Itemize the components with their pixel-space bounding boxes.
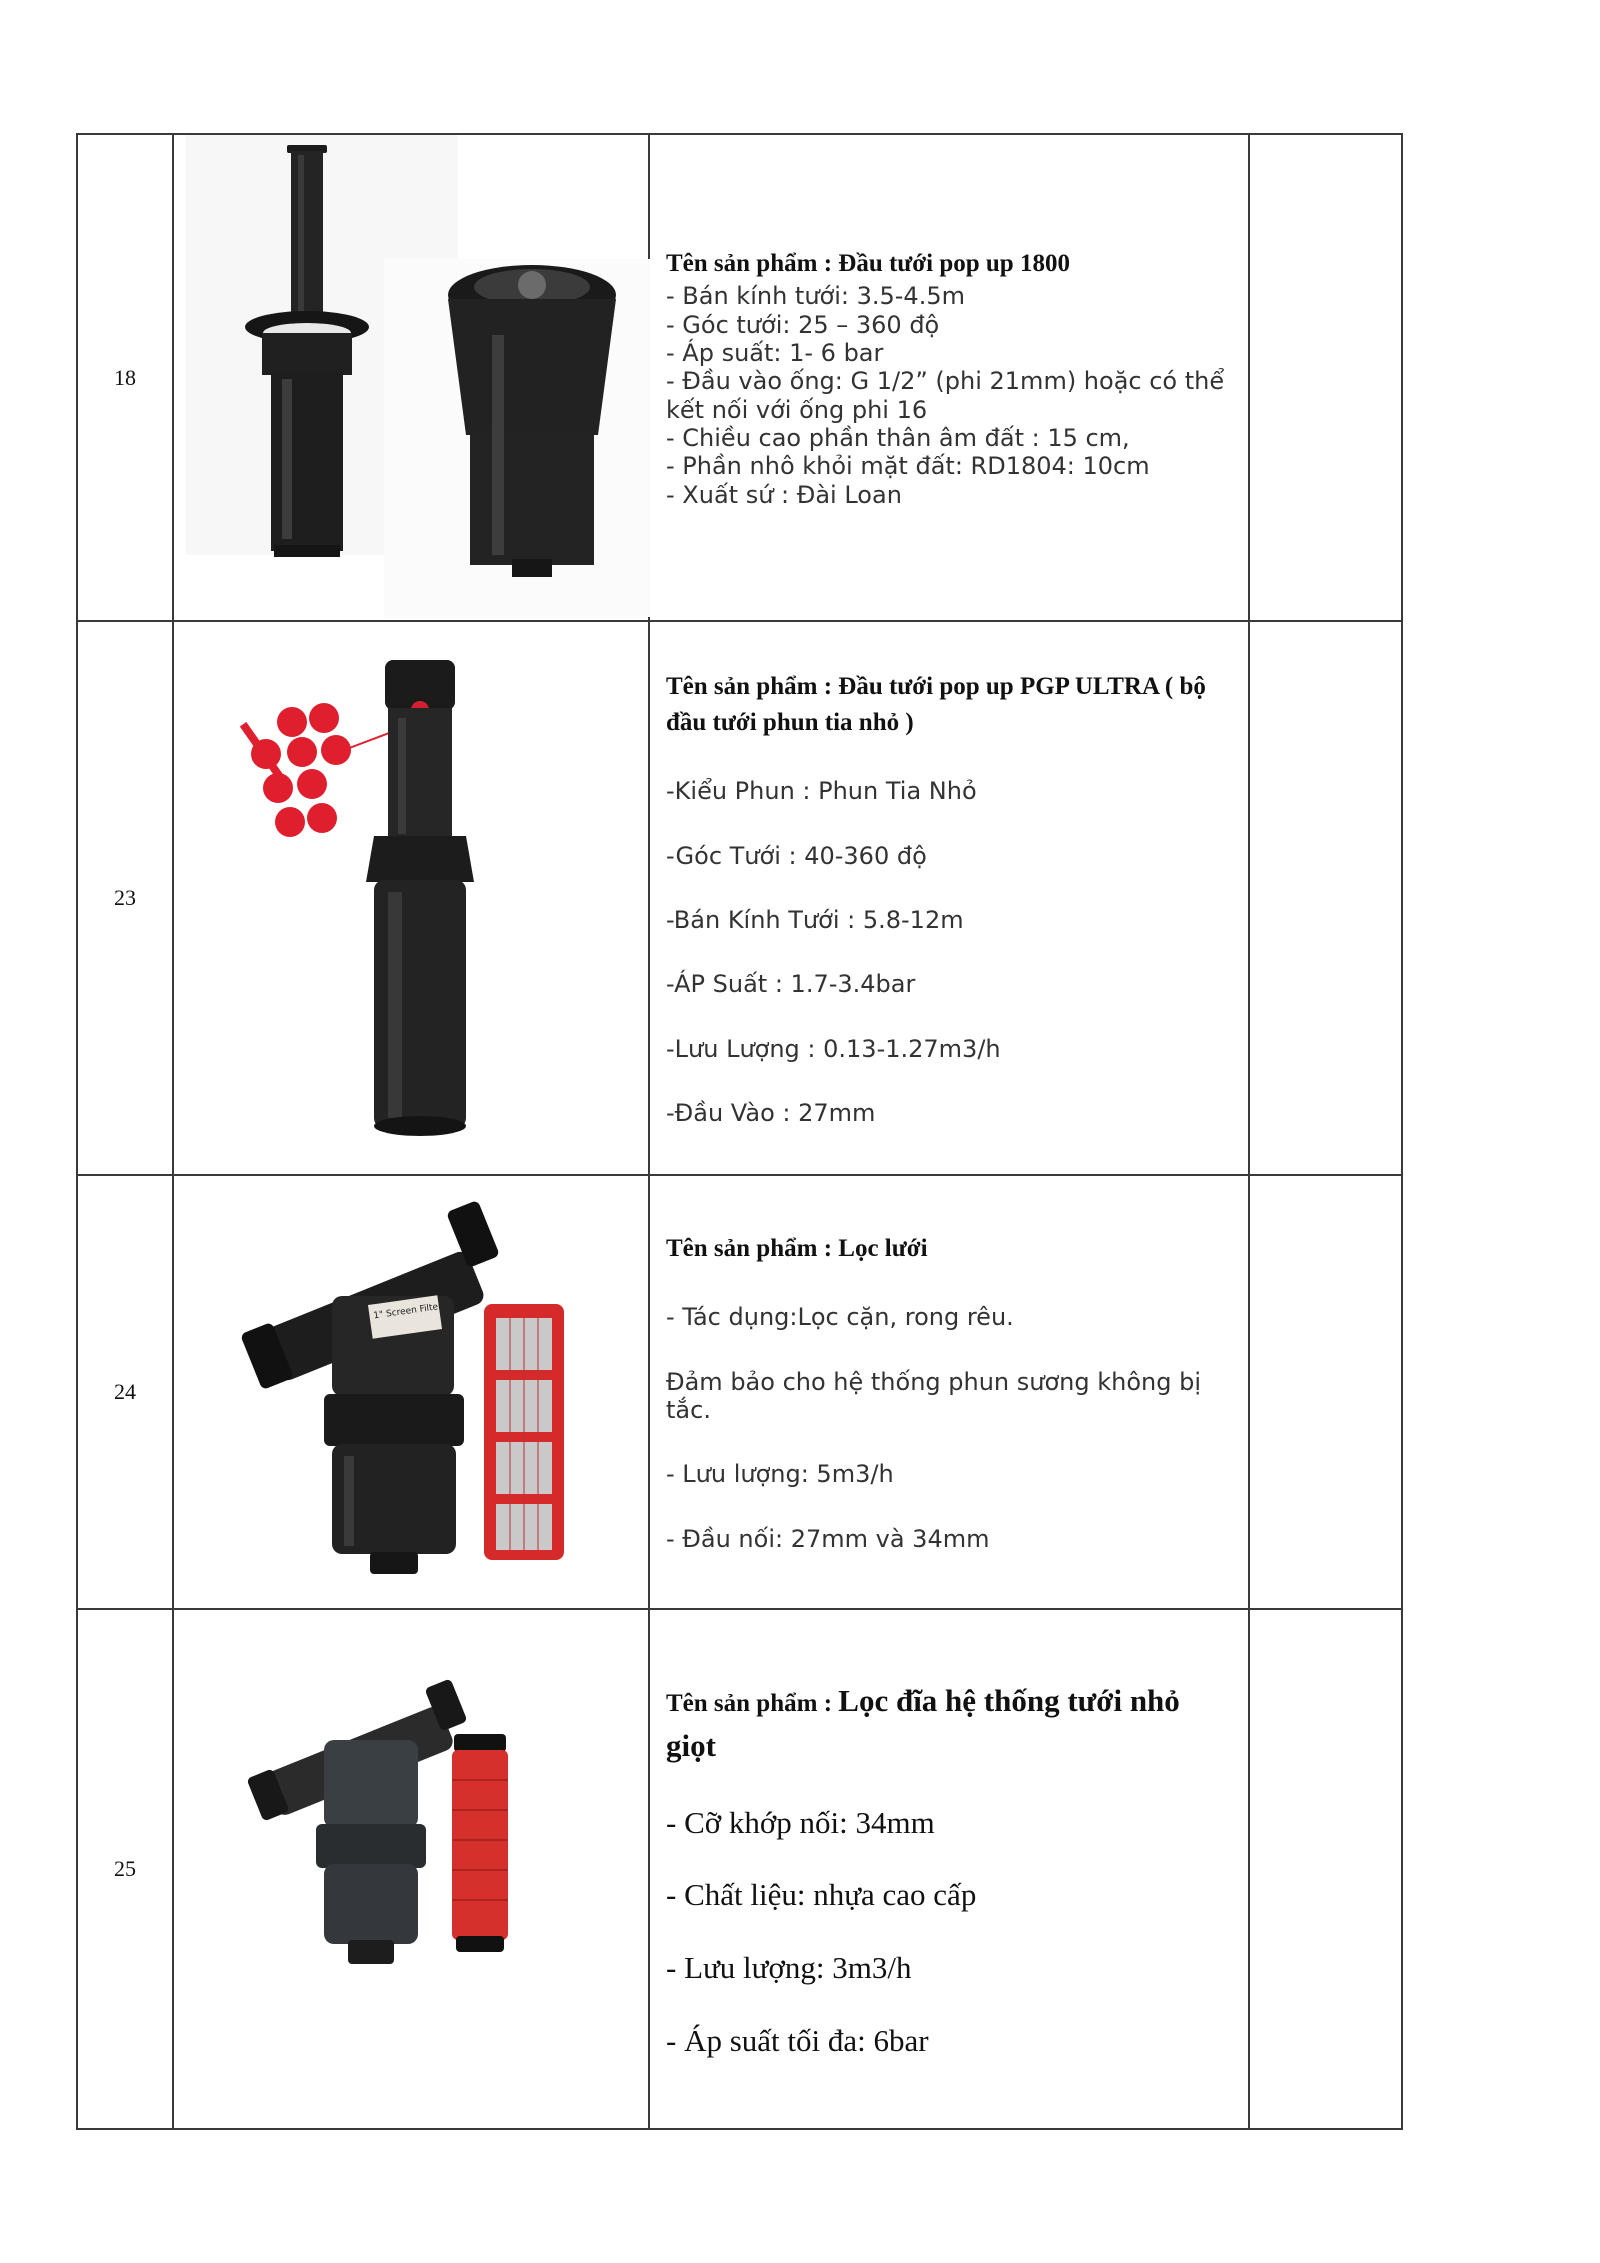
spec-line: - Tác dụng:Lọc cặn, rong rêu. [666,1303,1014,1332]
screen-filter-image [174,1176,650,1608]
spec-line: - Cỡ khớp nối: 34mm [666,1804,935,1840]
empty-cell [1249,1609,1402,2129]
spec-line: - Phần nhô khỏi mặt đất: RD1804: 10cm [666,452,1150,481]
row-number: 18 [77,134,173,621]
spec-line: - Chất liệu: nhựa cao cấp [666,1877,977,1913]
spec-line: -Lưu Lượng : 0.13-1.27m3/h [666,1034,1001,1063]
spec-line: -Bán Kính Tưới : 5.8-12m [666,905,964,934]
product-image-cell [173,1609,649,2129]
product-title: Tên sản phẩm : Lọc lưới [666,1235,928,1263]
disc-filter-image [174,1610,650,2128]
product-image-cell [173,134,649,621]
product-description [649,1609,1249,2129]
spec-line: -Đầu Vào : 27mm [666,1098,876,1127]
spec-line: - Áp suất: 1- 6 bar [666,339,884,367]
product-title-prefix: Tên sản phẩm : [666,1689,839,1717]
spec-line: - Chiều cao phần thân âm đất : 15 cm, [666,423,1130,452]
spec-line: -Góc Tưới : 40-360 độ [666,841,927,870]
table-row [77,1175,1402,1609]
spec-line: - Áp suất tối đa: 6bar [666,2022,929,2058]
spec-line: Đảm bảo cho hệ thống phun sương không bị tắc. [666,1367,1202,1424]
product-description [649,1175,1249,1609]
empty-cell [1249,134,1402,621]
table-row [77,621,1402,1175]
empty-cell [1249,1175,1402,1609]
table-row [77,1609,1402,2129]
product-description [649,621,1249,1175]
spec-line: - Đầu vào ống: G 1/2” (phi 21mm) hoặc có thể kết nối với ống phi 16 [666,367,1225,424]
product-image-cell [173,1175,649,1609]
product-title: Tên sản phẩm : Đầu tưới pop up 1800 [666,250,1070,278]
product-image-cell [173,621,649,1175]
filter-label: 1" Screen Filter [372,1301,443,1322]
spec-line: - Đầu nối: 27mm và 34mm [666,1524,990,1553]
spec-line: - Góc tưới: 25 – 360 độ [666,310,940,339]
product-table [76,133,1403,2130]
spec-line: - Xuất sứ : Đài Loan [666,480,902,509]
spec-line: -ÁP Suất : 1.7-3.4bar [666,970,916,999]
row-number: 23 [77,621,173,1175]
product-description [649,134,1249,621]
product-title-main: Lọc đĩa hệ thống tưới nhỏ giọt [666,1682,1180,1763]
popup-sprinkler-1800-image [174,135,650,620]
empty-cell [1249,621,1402,1175]
spec-line: -Kiểu Phun : Phun Tia Nhỏ [666,777,977,806]
spec-line: - Bán kính tưới: 3.5-4.5m [666,282,965,311]
product-title [666,1679,1232,1769]
row-number: 25 [77,1609,173,2129]
table-row [77,134,1402,621]
pgp-ultra-sprinkler-image [174,622,650,1174]
product-title: Tên sản phẩm : Đầu tưới pop up PGP ULTRA ( bộ đầu tưới phun tia nhỏ ) [666,672,1206,737]
spec-line: - Lưu lượng: 3m3/h [666,1949,912,1985]
spec-line: - Lưu lượng: 5m3/h [666,1460,894,1489]
row-number: 24 [77,1175,173,1609]
